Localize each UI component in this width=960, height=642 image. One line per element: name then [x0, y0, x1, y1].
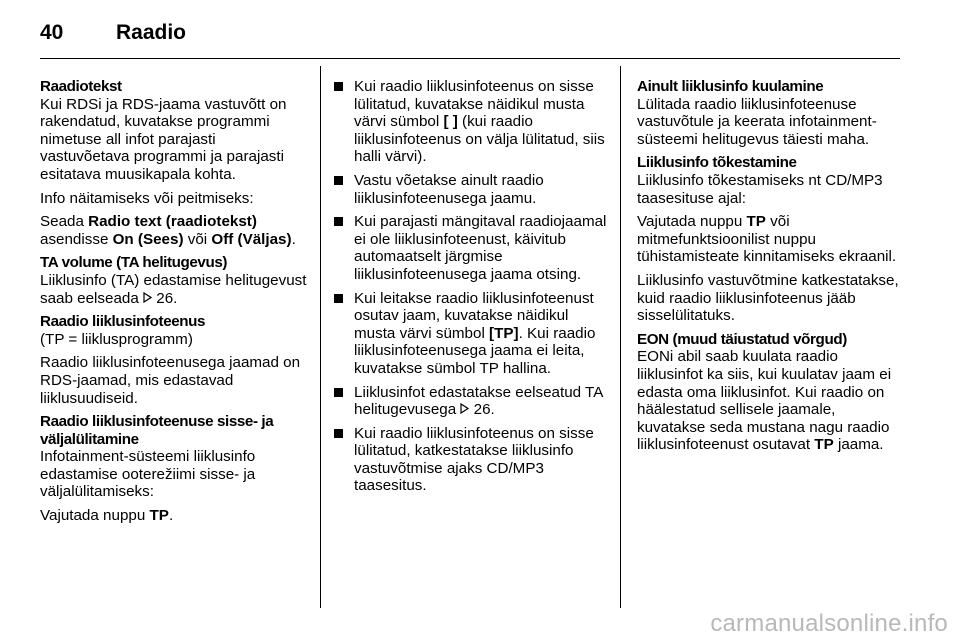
- square-bullet-icon: [334, 388, 343, 397]
- page-number: 40: [40, 21, 64, 44]
- paragraph: [637, 213, 905, 266]
- column-divider: [620, 66, 621, 608]
- page-reference-arrow-icon: [460, 401, 469, 419]
- paragraph: Kui RDSi ja RDS-jaama vastuvõtt on rakendatud, kuvatakse programmi nimetuse all infot parajasti vastuvõetava programmi ja parajasti esitatava muusikapala kohta.: [40, 95, 287, 183]
- text-run: Vajutada nuppu: [40, 507, 150, 525]
- section-heading: TA volume (TA helitugevus): [40, 254, 228, 272]
- square-bullet-icon: [334, 217, 343, 226]
- column-divider: [320, 66, 321, 608]
- paragraph: [637, 348, 905, 454]
- paragraph: Lülitada raadio liiklusinfoteenuse vastuvõtule ja keerata infotainment-süsteemi helitugevus täiesti maha.: [637, 95, 877, 148]
- section-heading: Ainult liiklusinfo kuulamine: [637, 78, 824, 95]
- section-heading: Raadiotekst: [40, 78, 122, 95]
- paragraph: [40, 213, 308, 248]
- text-run: jaama.: [833, 436, 884, 454]
- text-run: või: [183, 230, 212, 248]
- text-run: Kui raadio liiklusinfoteenus on sisse lülitatud, katkestatakse liiklusinfo vastuvõtmise ajaks CD/MP3 taasesitus.: [354, 424, 594, 495]
- paragraph: Raadio liiklusinfoteenusega jaamad on RDS-jaamad, mis edastavad liiklusuudiseid.: [40, 354, 301, 407]
- column-1: [40, 78, 308, 525]
- text-run: Liiklusinfot edastatakse eelseatud TA helitugevusega: [354, 383, 603, 419]
- paragraph: Liiklusinfo vastuvõtmine katkestatakse, kuid raadio liiklusinfoteenus jääb sisselülitatuks.: [637, 271, 899, 325]
- text-run: Seada: [40, 213, 89, 231]
- section-heading: Liiklusinfo tõkestamine: [637, 154, 797, 172]
- bullet-list: [332, 78, 608, 495]
- square-bullet-icon: [334, 294, 343, 303]
- section-heading: EON (muud täiustatud võrgud): [637, 330, 847, 348]
- list-item: [332, 384, 608, 419]
- list-item: [332, 172, 608, 207]
- text-run: Kui raadio liiklusinfoteenus on sisse lülitatud, kuvatakse näidikul musta värvi sümbol: [354, 78, 594, 131]
- section-heading: Raadio liiklusinfoteenuse sisse- ja väljalülitamine: [40, 413, 274, 448]
- list-item: [332, 213, 608, 283]
- column-2: [332, 78, 608, 501]
- text-run: asendisse: [40, 230, 113, 248]
- button-name: TP: [814, 436, 834, 454]
- text-run: EONi abil saab kuulata raadio liiklusinfot ka siis, kui kuulatav jaam ei edasta oma liiklusinfot. Kui raadio on häälestatud sellisele jaamale, kuvatakse seda mustana nagu raadio liiklusinfoteenust osutavat: [637, 348, 892, 454]
- setting-value-on: On (Sees): [112, 230, 184, 248]
- text-run: Kui parajasti mängitaval raadiojaamal ei ole liiklusinfoteenust, käivitub automaatselt järgmise liiklusinfoteenusega jaama otsing.: [354, 213, 607, 283]
- text-run: .: [168, 507, 174, 525]
- text-run: Kui leitakse raadio liiklusinfoteenust osutav jaam, kuvatakse näidikul musta värvi sümbol: [354, 289, 594, 342]
- setting-value-off: Off (Väljas): [211, 230, 292, 248]
- button-name: TP: [149, 507, 169, 525]
- text-run: Vastu võetakse ainult raadio liiklusinfoteenusega jaamu.: [354, 171, 544, 207]
- page-reference: 26.: [156, 289, 178, 307]
- list-item: [332, 78, 608, 166]
- paragraph: Liiklusinfo tõkestamiseks nt CD/MP3 taasesituse ajal:: [637, 171, 883, 207]
- section-heading: Raadio liiklusinfoteenus: [40, 313, 206, 331]
- column-3: [637, 78, 905, 454]
- text-run: (kui raadio liiklusinfoteenus on välja lülitatud, siis halli värvi).: [354, 113, 605, 166]
- text-run: .: [291, 230, 296, 248]
- button-name: TP: [746, 213, 766, 231]
- square-bullet-icon: [334, 429, 343, 438]
- page-reference-arrow-icon: [143, 290, 152, 308]
- text-run: või mitmefunktsioonilist nuppu tühistamisteate kinnitamiseks ekraanil.: [637, 213, 897, 266]
- text-run: Vajutada nuppu: [637, 213, 747, 231]
- symbol: [ ]: [443, 113, 458, 131]
- header-rule: [40, 58, 900, 59]
- paragraph: Info näitamiseks või peitmiseks:: [40, 189, 254, 207]
- paragraph: [40, 507, 308, 525]
- list-item: [332, 425, 608, 495]
- chapter-title: Raadio: [116, 21, 187, 44]
- setting-name: Radio text (raadiotekst): [88, 213, 257, 231]
- text-run: . Kui raadio liiklusinfoteenusega jaama ei leita, kuvatakse sümbol TP hallina.: [354, 324, 596, 377]
- list-item: [332, 290, 608, 378]
- symbol: [TP]: [489, 324, 519, 342]
- text-run: Liiklusinfo (TA) edastamise helitugevust saab eelseada: [40, 271, 307, 307]
- paragraph: [40, 272, 308, 307]
- page-header: [40, 18, 186, 48]
- watermark: carmanualsonline.info: [710, 610, 948, 637]
- square-bullet-icon: [334, 176, 343, 185]
- page-reference: 26.: [473, 401, 495, 419]
- square-bullet-icon: [334, 82, 343, 91]
- paragraph: (TP = liiklusprogramm): [40, 330, 193, 348]
- paragraph: Infotainment-süsteemi liiklusinfo edastamise ooterežiimi sisse- ja väljalülitamiseks:: [40, 448, 256, 501]
